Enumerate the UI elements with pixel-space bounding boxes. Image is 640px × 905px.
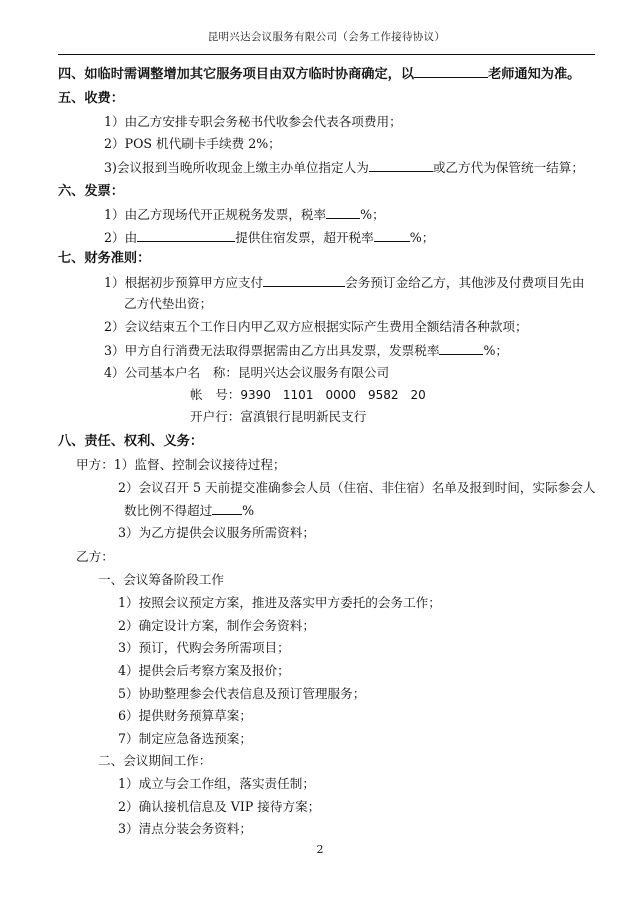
party-b-label: 乙方：	[76, 549, 114, 564]
party-a-item-1: 1）监督、控制会议接待过程；	[113, 457, 286, 472]
section-4-text: 四、如临时需调整增加其它服务项目由双方临时协商确定，以	[58, 67, 415, 82]
page-number: 2	[316, 843, 324, 856]
blank-designee	[369, 158, 433, 172]
section-6-title: 六、发票：	[58, 184, 124, 199]
party-a-item-3: 3）为乙方提供会议服务所需资料；	[118, 525, 315, 540]
party-b-prep-item-6: 6）提供财务预算草案；	[118, 708, 252, 723]
invoice-item-2-tail: %；	[409, 230, 435, 245]
section-4-tail: 老师通知为准。	[488, 67, 581, 82]
invoice-item-1-tail: %；	[360, 207, 385, 222]
account-number-row	[190, 386, 426, 404]
account-name-label: 4）公司基本户名 称：	[104, 365, 238, 380]
finance-item-1-text: 1）根据初步预算甲方应支付	[104, 275, 264, 290]
party-a-item-2: 2）会议召开 5 天前提交准确参会人员（住宿、非住宿）名单及报到时间，实际参会人	[118, 480, 596, 495]
fee-item-3	[104, 158, 584, 177]
invoice-item-2	[104, 228, 434, 247]
party-a-item-2-cont-text: 数比例不得超过	[124, 503, 213, 518]
section-4	[58, 64, 580, 84]
bank-name: 富滇银行昆明新民支行	[240, 409, 367, 424]
party-b-prep-item-7: 7）制定应急备选预案；	[118, 731, 252, 746]
party-b-meeting-item-3: 3）清点分装会务资料；	[118, 821, 252, 836]
invoice-item-1	[104, 205, 385, 224]
fee-item-3-tail: 或乙方代为保管统一结算；	[432, 160, 584, 175]
finance-item-3	[104, 341, 508, 360]
blank-tax-rate	[326, 205, 360, 219]
party-a-row	[76, 456, 286, 474]
party-b-prep-item-3: 3）预订，代购会务所需项目；	[118, 640, 290, 655]
party-b-heading-2: 二、会议期间工作：	[98, 753, 212, 768]
section-7-title: 七、财务准则：	[58, 251, 151, 266]
finance-item-2: 2）会议结束五个工作日内甲乙双方应根据实际产生费用全额结清各种款项；	[104, 319, 528, 334]
blank-invoice-tax	[439, 341, 483, 355]
fee-item-2: 2）POS 机代刷卡手续费 2%；	[104, 136, 281, 151]
finance-item-4	[104, 364, 389, 382]
party-a-item-2-cont	[124, 501, 254, 520]
bank-row	[190, 408, 366, 426]
account-number-label: 帐 号：	[190, 387, 241, 402]
blank-issuer	[137, 228, 235, 242]
blank-attendance-ratio	[212, 501, 242, 515]
fee-item-1: 1）由乙方安排专职会务秘书代收参会代表各项费用；	[104, 114, 402, 129]
section-8-title: 八、责任、权利、义务：	[58, 434, 204, 449]
party-b-meeting-item-2: 2）确认接机信息及 VIP 接待方案；	[118, 799, 321, 814]
party-a-item-2-cont-tail: %	[242, 503, 255, 518]
party-b-prep-item-4: 4）提供会后考察方案及报价；	[118, 663, 290, 678]
invoice-item-1-text: 1）由乙方现场代开正规税务发票，税率	[104, 207, 327, 222]
party-b-heading-1: 一、会议筹备阶段工作	[98, 572, 224, 587]
blank-teacher	[414, 64, 488, 78]
party-b-meeting-item-1: 1）成立与会工作组，落实责任制；	[118, 776, 315, 791]
finance-item-1-tail: 会务预订金给乙方，其他涉及付费项目先由	[345, 275, 585, 290]
party-b-prep-item-5: 5）协助整理参会代表信息及预订管理服务；	[118, 686, 366, 701]
invoice-item-2-text: 2）由	[104, 230, 138, 245]
invoice-item-2-mid: 提供住宿发票，超开税率	[235, 230, 374, 245]
finance-item-1	[104, 273, 584, 292]
blank-over-tax-rate	[374, 228, 410, 242]
blank-deposit	[263, 273, 345, 287]
bank-label: 开户行：	[190, 409, 241, 424]
finance-item-3-text: 3）甲方自行消费无法取得票据需由乙方出具发票，发票税率	[104, 343, 440, 358]
page-header: 昆明兴达会议服务有限公司（会务工作接待协议）	[58, 26, 595, 55]
finance-item-3-tail: %；	[483, 343, 509, 358]
finance-item-1-cont: 乙方代垫出资；	[124, 296, 213, 311]
party-b-prep-item-1: 1）按照会议预定方案，推进及落实甲方委托的会务工作；	[118, 595, 441, 610]
party-a-label: 甲方：	[76, 457, 114, 472]
fee-item-3-text: 3)会议报到当晚所收现金上缴主办单位指定人为	[104, 160, 369, 175]
account-name: 昆明兴达会议服务有限公司	[237, 365, 390, 380]
party-b-prep-item-2: 2）确定设计方案，制作会务资料；	[118, 618, 315, 633]
account-number: 9390 1101 0000 9582 20	[240, 388, 426, 402]
section-5-title: 五、收费：	[58, 91, 124, 106]
